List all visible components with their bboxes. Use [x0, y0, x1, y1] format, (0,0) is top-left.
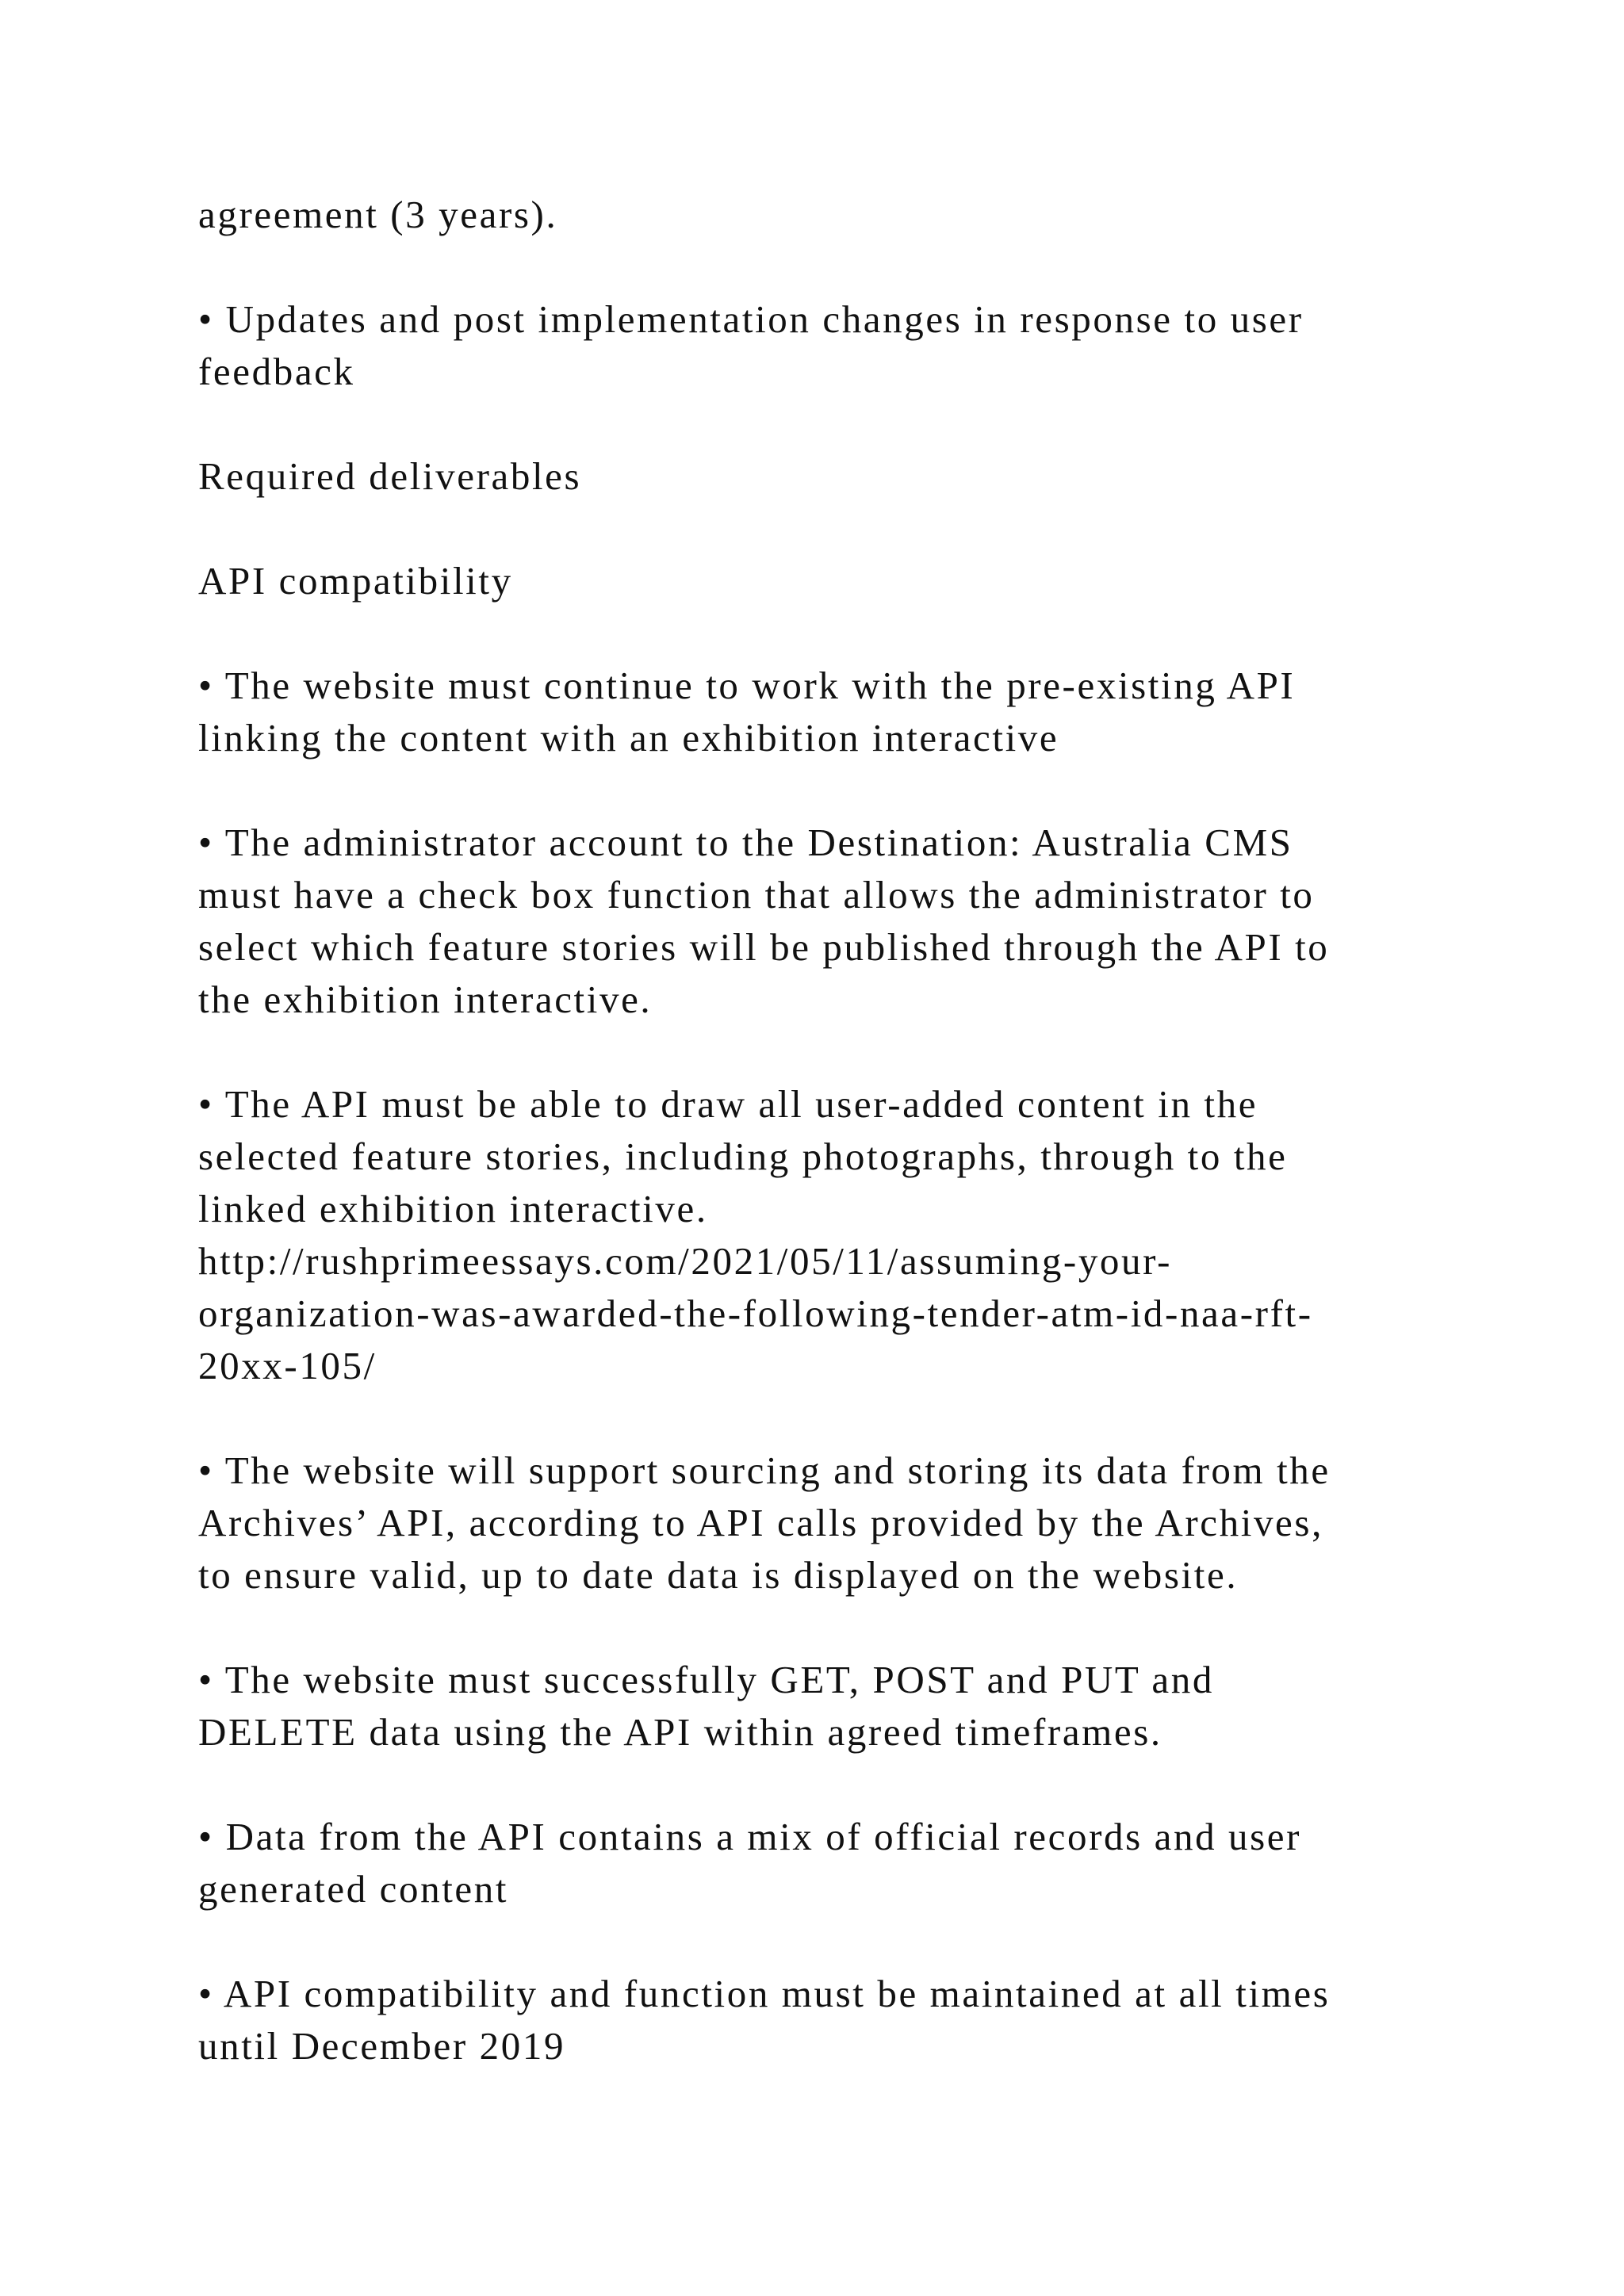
- paragraph-data-mix-bullet: [198, 1811, 1467, 1915]
- text-line: Archives’ API, according to API calls provided by the Archives,: [198, 1501, 1323, 1544]
- paragraph-draw-content-bullet: [198, 1078, 1467, 1392]
- text-line: to ensure valid, up to date data is displayed on the website.: [198, 1553, 1239, 1597]
- paragraph-admin-checkbox-bullet: [198, 817, 1467, 1026]
- text-line: • The website must successfully GET, POST and PUT and: [198, 1658, 1214, 1701]
- paragraph-maintained-until-bullet: [198, 1968, 1467, 2072]
- paragraph-agreement-term: [198, 189, 1467, 241]
- text-line: selected feature stories, including photographs, through to the: [198, 1135, 1288, 1178]
- text-line: • The website will support sourcing and storing its data from the: [198, 1448, 1331, 1492]
- text-line: the exhibition interactive.: [198, 978, 653, 1021]
- paragraph-updates-bullet: [198, 293, 1467, 398]
- text-line: until December 2019: [198, 2024, 566, 2068]
- url-text-line: 20xx-105/: [198, 1344, 377, 1387]
- text-line: • Updates and post implementation changes in response to user: [198, 297, 1304, 341]
- text-line: • The website must continue to work with the pre-existing API: [198, 664, 1296, 707]
- text-line: generated content: [198, 1867, 509, 1911]
- heading-api-compatibility: [198, 555, 1467, 607]
- text-line: DELETE data using the API within agreed timeframes.: [198, 1710, 1162, 1754]
- text-line: agreement (3 years).: [198, 193, 558, 236]
- text-line: linked exhibition interactive.: [198, 1187, 708, 1230]
- paragraph-existing-api-bullet: [198, 660, 1467, 764]
- text-line: must have a check box function that allows the administrator to: [198, 873, 1315, 916]
- url-text-line: organization-was-awarded-the-following-tender-atm-id-naa-rft-: [198, 1292, 1313, 1335]
- text-line: • API compatibility and function must be maintained at all times: [198, 1972, 1331, 2015]
- text-line: • Data from the API contains a mix of official records and user: [198, 1815, 1302, 1858]
- document-body: [198, 189, 1467, 2072]
- text-line: API compatibility: [198, 559, 513, 603]
- text-line: select which feature stories will be published through the API to: [198, 925, 1330, 969]
- text-line: linking the content with an exhibition interactive: [198, 716, 1059, 760]
- text-line: • The API must be able to draw all user-added content in the: [198, 1082, 1258, 1126]
- paragraph-sourcing-data-bullet: [198, 1445, 1467, 1601]
- paragraph-http-methods-bullet: [198, 1654, 1467, 1758]
- text-line: • The administrator account to the Destination: Australia CMS: [198, 821, 1293, 864]
- text-line: feedback: [198, 350, 355, 393]
- url-text-line: http://rushprimeessays.com/2021/05/11/assuming-your-: [198, 1239, 1172, 1283]
- heading-required-deliverables: [198, 450, 1467, 503]
- text-line: Required deliverables: [198, 454, 582, 498]
